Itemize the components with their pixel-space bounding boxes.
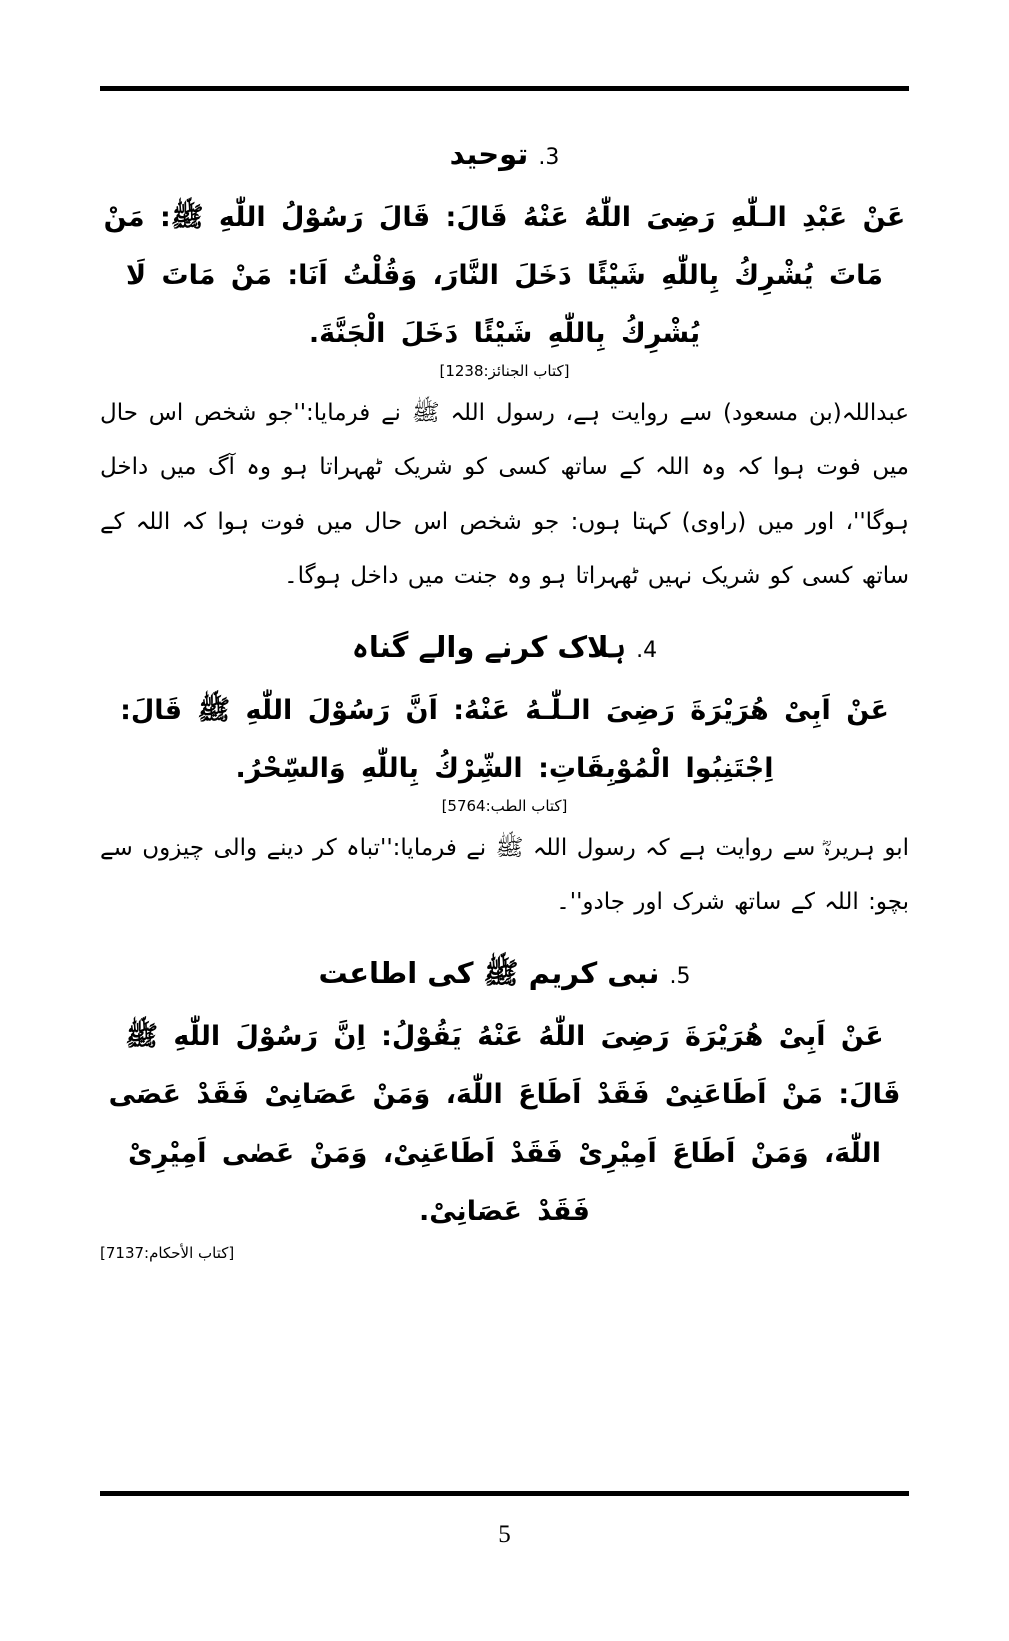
section-5-hadith-arabic: عَنْ اَبِىْ هُرَيْرَةَ رَضِىَ اللّٰهُ عَنْهُ يَقُوْلُ: اِنَّ رَسُوْلَ اللّٰهِ ﷺ قَالَ: مَنْ اَطَاعَنِىْ فَقَدْ اَطَاعَ اللّٰهَ، وَمَنْ عَصَانِىْ فَقَدْ عَصَى اللّٰهَ، وَمَنْ اَطَاعَ اَمِيْرِىْ فَقَدْ اَطَاعَنِىْ، وَمَنْ عَصٰى اَمِيْرِىْ فَقَدْ عَصَانِىْ. bbox=[108, 1021, 901, 1227]
section-4-reference-line bbox=[100, 796, 909, 815]
section-5 bbox=[100, 949, 909, 1261]
section-4-heading bbox=[100, 623, 909, 672]
section-5-reference-line bbox=[100, 1243, 909, 1262]
page-content bbox=[100, 110, 909, 1486]
section-3-urdu-translation: عبداللہ(بن مسعود) سے روایت ہے، رسول اللہ ﷺ نے فرمایا:''جو شخص اس حال میں فوت ہوا کہ وہ اللہ کے ساتھ کسی کو شریک ٹھہراتا ہو وہ آگ میں داخل ہوگا''، اور میں (راوی) کہتا ہوں: جو شخص اس حال میں فوت ہوا کہ اللہ کے ساتھ کسی کو شریک نہیں ٹھہراتا ہو وہ جنت میں داخل ہوگا۔ bbox=[100, 400, 909, 589]
section-4-hadith-arabic: عَنْ اَبِىْ هُرَيْرَةَ رَضِىَ الـلّٰـهُ عَنْهُ: اَنَّ رَسُوْلَ اللّٰهِ ﷺ قَالَ: اِجْتَنِبُوا الْمُوْبِقَاتِ: الشِّرْكُ بِاللّٰهِ وَالسِّحْرُ. bbox=[120, 694, 889, 784]
section-3-title: توحید bbox=[449, 137, 529, 171]
section-4-title: ہلاک کرنے والے گناہ bbox=[351, 629, 627, 664]
section-3-reference: [كتاب الجنائز:1238] bbox=[439, 362, 570, 381]
page-top-rule bbox=[100, 86, 909, 91]
section-4 bbox=[100, 623, 909, 929]
section-5-heading bbox=[100, 949, 909, 998]
section-3-heading bbox=[100, 130, 909, 179]
page-number: 5 bbox=[498, 1521, 511, 1548]
section-4-reference: [كتاب الطب:5764] bbox=[441, 797, 568, 816]
section-5-reference: [كتاب الأحكام:7137] bbox=[100, 1243, 235, 1262]
section-4-urdu-translation: ابو ہریرہؓ سے روایت ہے کہ رسول اللہ ﷺ نے فرمایا:''تباہ کر دینے والی چیزوں سے بچو: اللہ کے ساتھ شرک اور جادو''۔ bbox=[100, 835, 909, 916]
section-3-reference-line bbox=[100, 361, 909, 380]
section-3-number: 3. bbox=[538, 145, 560, 170]
section-5-title: نبی کریم ﷺ کی اطاعت bbox=[318, 956, 660, 991]
section-3-hadith-arabic: عَنْ عَبْدِ الـلّٰهِ رَضِىَ اللّٰهُ عَنْهُ قَالَ: قَالَ رَسُوْلُ اللّٰهِ ﷺ: مَنْ مَاتَ يُشْرِكُ بِاللّٰهِ شَيْئًا دَخَلَ النَّارَ، وَقُلْتُ اَنَا: مَنْ مَاتَ لَا يُشْرِكُ بِاللّٰهِ شَيْئًا دَخَلَ الْجَنَّةَ. bbox=[103, 202, 906, 350]
section-4-number: 4. bbox=[636, 637, 658, 663]
section-3 bbox=[100, 130, 909, 603]
section-5-number: 5. bbox=[669, 964, 691, 990]
page-bottom-rule bbox=[100, 1491, 909, 1496]
